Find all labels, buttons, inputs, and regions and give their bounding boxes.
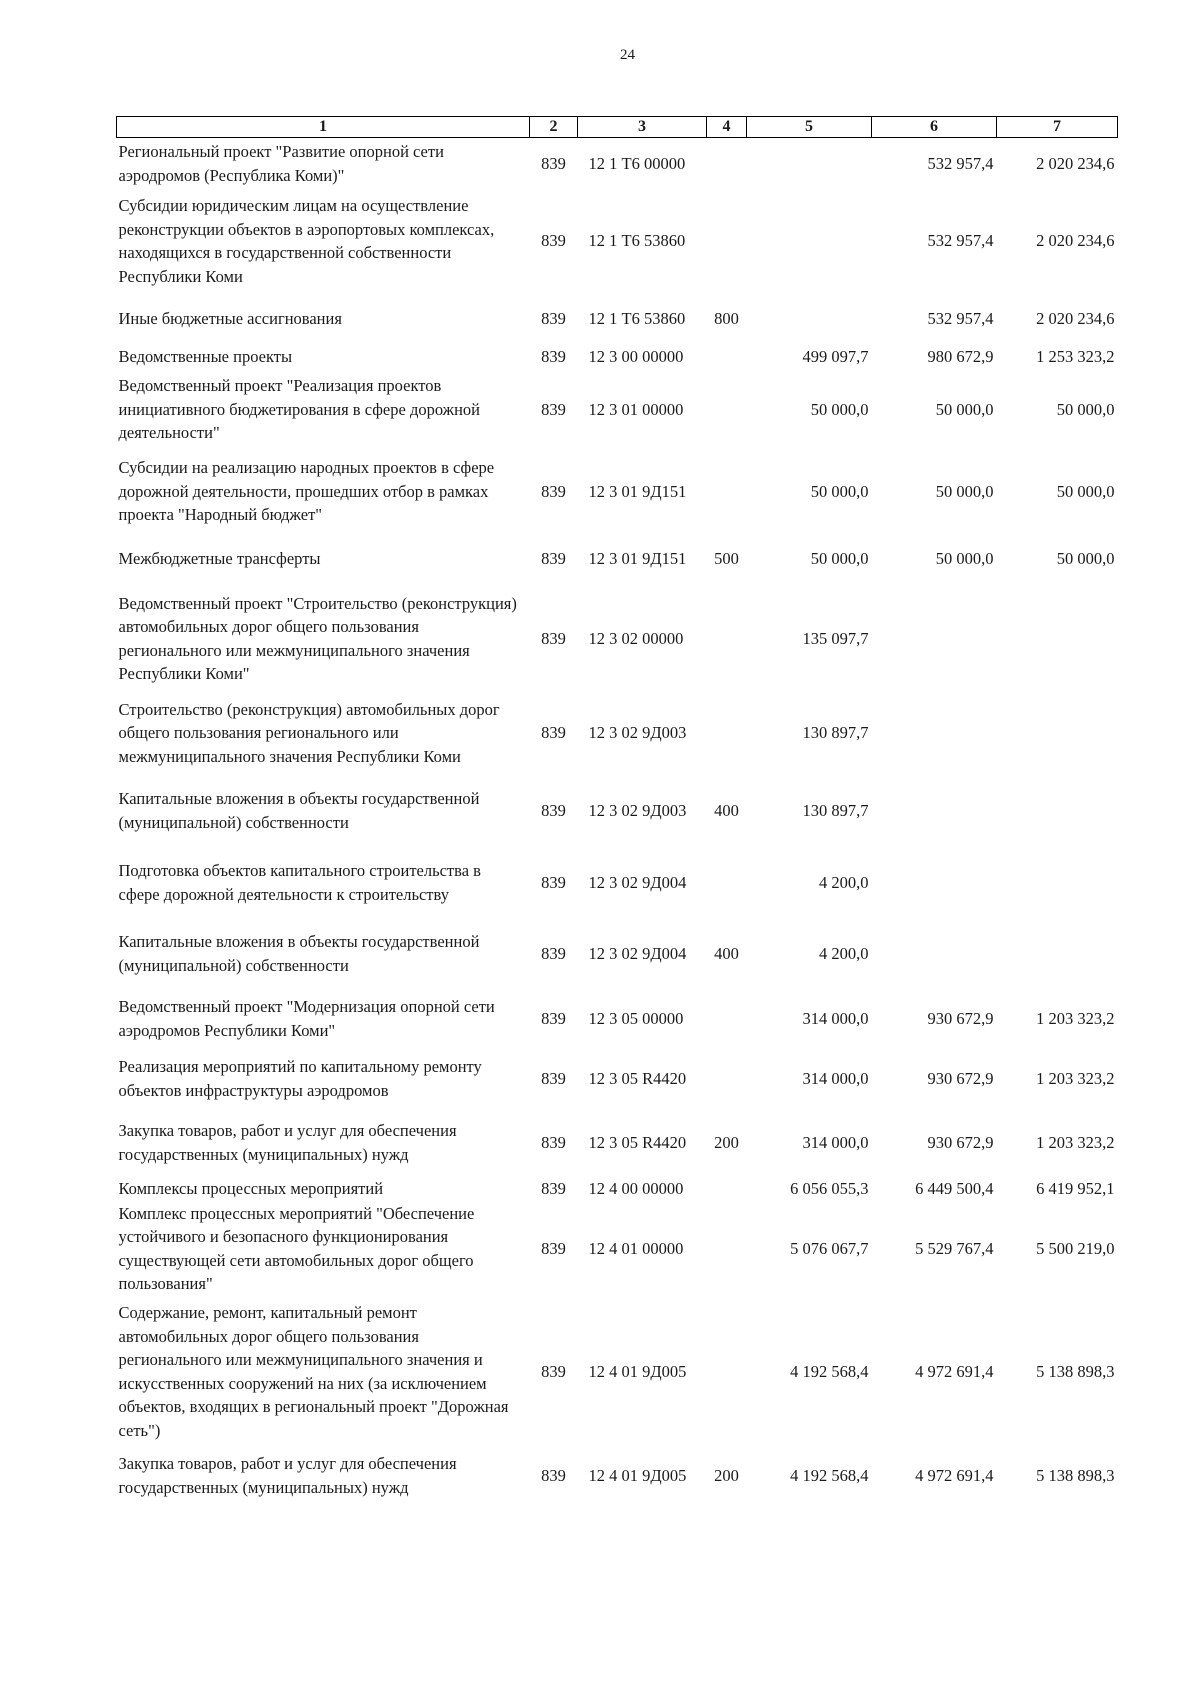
expense-type xyxy=(707,692,747,775)
amount-year-3: 50 000,0 xyxy=(1056,549,1115,569)
ministry-code: 839 xyxy=(541,1178,566,1198)
header-row xyxy=(117,117,1118,138)
column-header-7: 7 xyxy=(997,117,1118,138)
expense-type xyxy=(707,190,747,293)
expense-type xyxy=(707,345,747,369)
target-code: 12 3 02 9Д003 xyxy=(588,800,687,820)
ministry-code: 839 xyxy=(541,1465,566,1485)
amount-year-2: 980 672,9 xyxy=(927,346,994,366)
table-row xyxy=(117,1447,1118,1505)
amount-year-3: 6 419 952,1 xyxy=(1036,1178,1115,1198)
amount-year-1: 50 000,0 xyxy=(810,549,869,569)
amount-year-3 xyxy=(997,847,1118,919)
amount-year-1 xyxy=(747,293,872,345)
expense-type xyxy=(707,847,747,919)
expense-type: 200 xyxy=(714,1465,739,1485)
amount-year-2: 532 957,4 xyxy=(927,308,994,328)
target-code: 12 3 05 R4420 xyxy=(588,1132,687,1152)
amount-year-3 xyxy=(997,692,1118,775)
ministry-code: 839 xyxy=(541,481,566,501)
target-code: 12 4 01 00000 xyxy=(588,1238,684,1258)
budget-table xyxy=(116,116,1118,1505)
target-code: 12 3 02 9Д003 xyxy=(588,723,687,743)
row-name: Ведомственный проект "Реализация проектов инициативного бюджетирования в сфере дорожной деятельности" xyxy=(118,376,480,443)
amount-year-1: 5 076 067,7 xyxy=(790,1238,869,1258)
amount-year-1: 130 897,7 xyxy=(802,723,869,743)
amount-year-2: 50 000,0 xyxy=(935,549,994,569)
amount-year-1: 6 056 055,3 xyxy=(790,1178,869,1198)
expense-type: 500 xyxy=(714,549,739,569)
target-code: 12 1 Т6 00000 xyxy=(588,154,686,173)
ministry-code: 839 xyxy=(541,800,566,820)
ministry-code: 839 xyxy=(541,872,566,892)
expense-type: 400 xyxy=(714,943,739,963)
ministry-code: 839 xyxy=(541,1008,566,1028)
target-code: 12 1 Т6 53860 xyxy=(588,308,686,328)
target-code: 12 3 05 R4420 xyxy=(588,1068,687,1088)
target-code: 12 1 Т6 53860 xyxy=(588,231,686,251)
amount-year-2: 930 672,9 xyxy=(927,1132,994,1152)
amount-year-3: 1 203 323,2 xyxy=(1036,1132,1115,1152)
table-row xyxy=(117,847,1118,919)
table-row xyxy=(117,293,1118,345)
row-name: Ведомственные проекты xyxy=(118,346,293,366)
row-name: Закупка товаров, работ и услуг для обеспечения государственных (муниципальных) нужд xyxy=(118,1454,457,1497)
target-code: 12 3 00 00000 xyxy=(588,346,684,366)
table-row xyxy=(117,919,1118,989)
table-row xyxy=(117,1177,1118,1201)
row-name: Межбюджетные трансферты xyxy=(118,549,321,569)
page-number: 24 xyxy=(620,47,635,63)
column-header-2: 2 xyxy=(530,117,578,138)
table-row xyxy=(117,345,1118,369)
table-row xyxy=(117,1109,1118,1177)
amount-year-1: 4 192 568,4 xyxy=(790,1361,869,1381)
amount-year-2 xyxy=(872,692,997,775)
ministry-code: 839 xyxy=(541,1132,566,1152)
amount-year-2: 50 000,0 xyxy=(935,481,994,501)
target-code: 12 4 00 00000 xyxy=(588,1178,684,1198)
amount-year-1: 4 200,0 xyxy=(819,872,869,892)
amount-year-1: 50 000,0 xyxy=(810,481,869,501)
table-header xyxy=(117,117,1118,138)
expense-type xyxy=(707,451,747,533)
table-body xyxy=(117,138,1118,1505)
ministry-code: 839 xyxy=(541,943,566,963)
amount-year-1: 4 192 568,4 xyxy=(790,1465,869,1485)
amount-year-1: 135 097,7 xyxy=(802,628,869,648)
table-row xyxy=(117,1297,1118,1447)
amount-year-2: 4 972 691,4 xyxy=(915,1361,994,1381)
row-name: Региональный проект "Развитие опорной сети аэродромов (Республика Коми)" xyxy=(118,142,444,185)
amount-year-3 xyxy=(997,919,1118,989)
ministry-code: 839 xyxy=(541,154,566,173)
amount-year-2: 5 529 767,4 xyxy=(915,1238,994,1258)
expense-type xyxy=(707,1297,747,1447)
amount-year-3: 1 203 323,2 xyxy=(1036,1008,1115,1028)
amount-year-1: 314 000,0 xyxy=(802,1008,869,1028)
table-row xyxy=(117,586,1118,692)
amount-year-3: 2 020 234,6 xyxy=(1036,308,1115,328)
table-row xyxy=(117,1049,1118,1109)
amount-year-3: 1 203 323,2 xyxy=(1036,1068,1115,1088)
table-row xyxy=(117,533,1118,586)
amount-year-1 xyxy=(747,138,872,190)
row-name: Содержание, ремонт, капитальный ремонт автомобильных дорог общего пользования регионального или межмуниципального значения и искусственных сооружений на них (за исключением объектов, входящих в региональный проект "Дорожная сеть") xyxy=(118,1303,509,1440)
table-row xyxy=(117,451,1118,533)
target-code: 12 3 02 9Д004 xyxy=(588,872,687,892)
ministry-code: 839 xyxy=(541,549,566,569)
row-name: Комплексы процессных мероприятий xyxy=(118,1178,384,1198)
amount-year-2: 532 957,4 xyxy=(927,154,994,173)
column-header-4: 4 xyxy=(707,117,747,138)
amount-year-1: 314 000,0 xyxy=(802,1068,869,1088)
row-name: Капитальные вложения в объекты государственной (муниципальной) собственности xyxy=(118,789,480,832)
table-row xyxy=(117,775,1118,847)
amount-year-1 xyxy=(747,190,872,293)
amount-year-2 xyxy=(872,847,997,919)
expense-type xyxy=(707,1177,747,1201)
amount-year-3: 5 138 898,3 xyxy=(1036,1361,1115,1381)
table-row xyxy=(117,369,1118,451)
amount-year-3: 2 020 234,6 xyxy=(1036,231,1115,251)
column-header-1: 1 xyxy=(117,117,530,138)
amount-year-3: 50 000,0 xyxy=(1056,399,1115,419)
amount-year-3 xyxy=(997,586,1118,692)
row-name: Ведомственный проект "Модернизация опорной сети аэродромов Республики Коми" xyxy=(118,997,495,1040)
table-row xyxy=(117,190,1118,293)
amount-year-3: 2 020 234,6 xyxy=(1036,154,1115,173)
expense-type xyxy=(707,989,747,1049)
ministry-code: 839 xyxy=(541,399,566,419)
expense-type xyxy=(707,586,747,692)
amount-year-3: 1 253 323,2 xyxy=(1036,346,1115,366)
row-name: Строительство (реконструкция) автомобильных дорог общего пользования регионального или межмуниципального значения Республики Коми xyxy=(118,699,500,766)
ministry-code: 839 xyxy=(541,231,566,251)
amount-year-2: 930 672,9 xyxy=(927,1008,994,1028)
target-code: 12 3 01 9Д151 xyxy=(588,549,687,569)
target-code: 12 3 01 00000 xyxy=(588,399,684,419)
expense-type xyxy=(707,1049,747,1109)
target-code: 12 4 01 9Д005 xyxy=(588,1465,687,1485)
ministry-code: 839 xyxy=(541,628,566,648)
amount-year-2: 930 672,9 xyxy=(927,1068,994,1088)
expense-type xyxy=(707,138,747,190)
row-name: Субсидии юридическим лицам на осуществление реконструкции объектов в аэропортовых комплексах, находящихся в государственной собственности Республики Коми xyxy=(118,196,495,286)
expense-type xyxy=(707,369,747,451)
expense-type: 200 xyxy=(714,1132,739,1152)
amount-year-2: 4 972 691,4 xyxy=(915,1465,994,1485)
amount-year-1: 314 000,0 xyxy=(802,1132,869,1152)
amount-year-2: 6 449 500,4 xyxy=(915,1178,994,1198)
target-code: 12 4 01 9Д005 xyxy=(588,1361,687,1381)
ministry-code: 839 xyxy=(541,308,566,328)
amount-year-2 xyxy=(872,586,997,692)
table-row xyxy=(117,1201,1118,1297)
row-name: Комплекс процессных мероприятий "Обеспечение устойчивого и безопасного функционирования существующей сети автомобильных дорог общего пользования" xyxy=(118,1203,475,1293)
amount-year-1: 499 097,7 xyxy=(802,346,869,366)
ministry-code: 839 xyxy=(541,1361,566,1381)
target-code: 12 3 05 00000 xyxy=(588,1008,684,1028)
amount-year-1: 130 897,7 xyxy=(802,800,869,820)
row-name: Подготовка объектов капитального строительства в сфере дорожной деятельности к строительству xyxy=(118,861,481,904)
target-code: 12 3 02 00000 xyxy=(588,628,684,648)
amount-year-3: 5 138 898,3 xyxy=(1036,1465,1115,1485)
ministry-code: 839 xyxy=(541,1238,566,1258)
ministry-code: 839 xyxy=(541,346,566,366)
row-name: Капитальные вложения в объекты государственной (муниципальной) собственности xyxy=(118,932,480,975)
target-code: 12 3 02 9Д004 xyxy=(588,943,687,963)
ministry-code: 839 xyxy=(541,723,566,743)
target-code: 12 3 01 9Д151 xyxy=(588,481,687,501)
row-name: Ведомственный проект "Строительство (реконструкция) автомобильных дорог общего пользования регионального или межмуниципального значения Республики Коми" xyxy=(118,593,517,683)
amount-year-2: 50 000,0 xyxy=(935,399,994,419)
expense-type: 800 xyxy=(714,308,739,328)
column-header-5: 5 xyxy=(747,117,872,138)
row-name: Субсидии на реализацию народных проектов в сфере дорожной деятельности, прошедших отбор в рамках проекта "Народный бюджет" xyxy=(118,458,495,525)
row-name: Закупка товаров, работ и услуг для обеспечения государственных (муниципальных) нужд xyxy=(118,1121,457,1164)
amount-year-1: 50 000,0 xyxy=(810,399,869,419)
amount-year-2 xyxy=(872,775,997,847)
expense-type: 400 xyxy=(714,800,739,820)
row-name: Реализация мероприятий по капитальному ремонту объектов инфраструктуры аэродромов xyxy=(118,1057,482,1100)
amount-year-3: 5 500 219,0 xyxy=(1036,1238,1115,1258)
table-row xyxy=(117,989,1118,1049)
amount-year-3: 50 000,0 xyxy=(1056,481,1115,501)
table-row xyxy=(117,138,1118,190)
ministry-code: 839 xyxy=(541,1068,566,1088)
amount-year-2 xyxy=(872,919,997,989)
expense-type xyxy=(707,1201,747,1297)
amount-year-1: 4 200,0 xyxy=(819,943,869,963)
column-header-6: 6 xyxy=(872,117,997,138)
row-name: Иные бюджетные ассигнования xyxy=(118,308,342,328)
column-header-3: 3 xyxy=(578,117,707,138)
amount-year-2: 532 957,4 xyxy=(927,231,994,251)
amount-year-3 xyxy=(997,775,1118,847)
table-row xyxy=(117,692,1118,775)
